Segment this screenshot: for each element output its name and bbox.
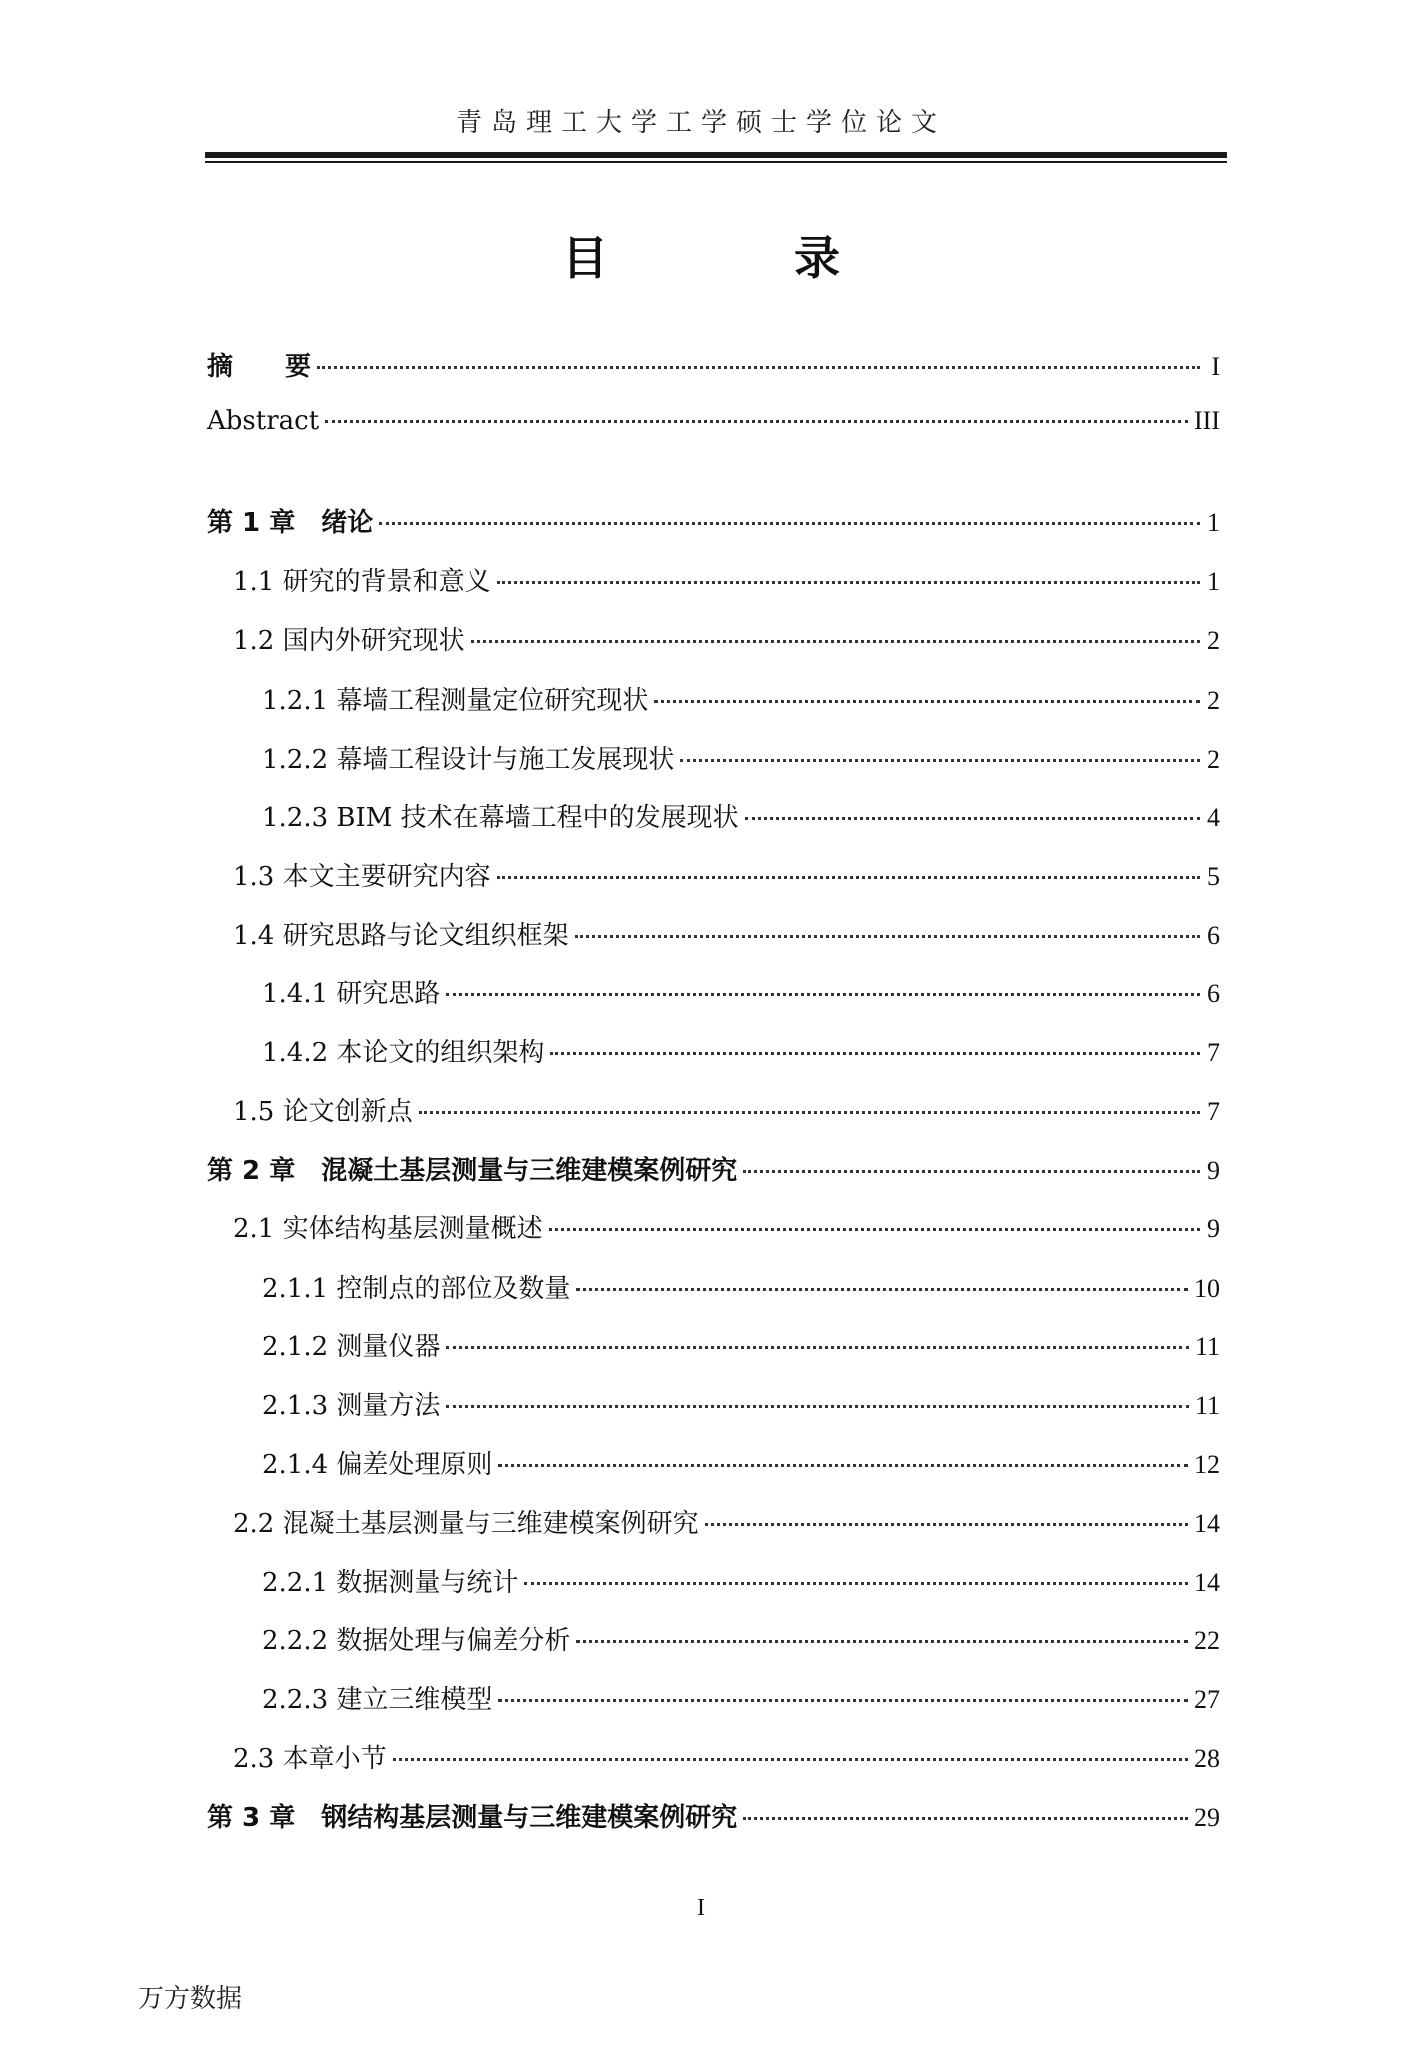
toc-entry-label: 1.2.2 幕墙工程设计与施工发展现状 — [262, 745, 675, 775]
toc-entry-page: 12 — [1194, 1450, 1220, 1479]
toc-leader-dots — [524, 1582, 1188, 1585]
toc-entry-page: 6 — [1207, 979, 1220, 1008]
toc-entry-label: 2.1.4 偏差处理原则 — [262, 1450, 493, 1480]
toc-entry-label: 2.1.2 测量仪器 — [262, 1332, 441, 1362]
toc-entry-page: 2 — [1207, 686, 1220, 715]
toc-entry[interactable] — [207, 1797, 1220, 1841]
header-rule-thick — [205, 152, 1227, 158]
toc-entry-page: 29 — [1194, 1803, 1220, 1832]
toc-leader-dots — [446, 1405, 1189, 1408]
toc-leader-dots — [680, 759, 1200, 762]
toc-leader-dots — [325, 420, 1188, 423]
toc-entry-page: 9 — [1207, 1156, 1220, 1185]
toc-entry-label: 1.5 论文创新点 — [233, 1097, 413, 1127]
toc-entry[interactable] — [233, 1208, 1220, 1252]
toc-entry-page: 6 — [1207, 921, 1220, 950]
toc-entry-label: 2.2.2 数据处理与偏差分析 — [262, 1626, 571, 1656]
toc-entry[interactable] — [262, 1326, 1220, 1370]
toc-leader-dots — [393, 1758, 1188, 1761]
toc-entry[interactable] — [262, 797, 1220, 841]
toc-entry[interactable] — [262, 1679, 1220, 1723]
toc-entry[interactable] — [207, 406, 1220, 450]
toc-entry[interactable] — [207, 1150, 1220, 1194]
toc-leader-dots — [576, 1640, 1188, 1643]
toc-leader-dots — [498, 1464, 1188, 1467]
toc-entry-page: 27 — [1194, 1685, 1220, 1714]
toc-leader-dots — [743, 1170, 1200, 1173]
toc-entry-label: Abstract — [207, 406, 320, 436]
toc-leader-dots — [654, 700, 1200, 703]
toc-entry-page: 1 — [1207, 567, 1220, 596]
page-title: 目 录 — [562, 231, 910, 285]
toc-entry-page: 10 — [1194, 1274, 1220, 1303]
toc-entry-label: 1.2 国内外研究现状 — [233, 626, 465, 656]
toc-entry[interactable] — [262, 1620, 1220, 1664]
toc-entry-label: 1.2.3 BIM 技术在幕墙工程中的发展现状 — [262, 803, 739, 833]
toc-leader-dots — [550, 1052, 1200, 1055]
toc-entry-label: 1.2.1 幕墙工程测量定位研究现状 — [262, 686, 649, 716]
toc-entry-page: 1 — [1207, 508, 1220, 537]
toc-entry-label: 2.1 实体结构基层测量概述 — [233, 1214, 543, 1244]
toc-entry[interactable] — [262, 973, 1220, 1017]
toc-entry-page: 5 — [1207, 862, 1220, 891]
toc-entry-page: 14 — [1194, 1509, 1220, 1538]
toc-entry[interactable] — [262, 739, 1220, 783]
toc-entry-page: 22 — [1194, 1626, 1220, 1655]
toc-leader-dots — [498, 1699, 1188, 1702]
toc-entry[interactable] — [262, 680, 1220, 724]
page-number: I — [697, 1895, 705, 1921]
toc-leader-dots — [575, 935, 1200, 938]
toc-entry[interactable] — [233, 1091, 1220, 1135]
watermark-text: 万方数据 — [138, 1984, 243, 2014]
toc-leader-dots — [549, 1228, 1200, 1231]
toc-leader-dots — [576, 1288, 1188, 1291]
toc-entry-page: 2 — [1207, 626, 1220, 655]
toc-entry-page: I — [1211, 352, 1220, 381]
toc-entry-label: 第 3 章 钢结构基层测量与三维建模案例研究 — [207, 1803, 738, 1833]
toc-entry[interactable] — [233, 1503, 1220, 1547]
toc-entry-page: 14 — [1194, 1568, 1220, 1597]
toc-leader-dots — [705, 1523, 1188, 1526]
toc-leader-dots — [446, 1346, 1189, 1349]
running-header: 青岛理工大学工学硕士学位论文 — [455, 108, 946, 138]
toc-leader-dots — [471, 640, 1200, 643]
toc-entry[interactable] — [233, 915, 1220, 959]
toc-entry-label: 第 1 章 绪论 — [207, 508, 374, 538]
toc-leader-dots — [743, 1817, 1188, 1820]
toc-entry[interactable] — [233, 561, 1220, 605]
toc-entry-label: 1.1 研究的背景和意义 — [233, 567, 491, 597]
toc-entry-page: 11 — [1194, 1332, 1220, 1361]
toc-entry[interactable] — [262, 1032, 1220, 1076]
toc-entry-page: 7 — [1207, 1038, 1220, 1067]
toc-entry-label: 2.2.1 数据测量与统计 — [262, 1568, 519, 1598]
toc-leader-dots — [419, 1111, 1200, 1114]
toc-leader-dots — [497, 581, 1200, 584]
toc-entry-label: 第 2 章 混凝土基层测量与三维建模案例研究 — [207, 1156, 738, 1186]
toc-entry-page: 7 — [1207, 1097, 1220, 1126]
toc-entry[interactable] — [262, 1268, 1220, 1312]
toc-leader-dots — [317, 366, 1200, 369]
toc-entry-page: 28 — [1194, 1744, 1220, 1773]
toc-entry-page: 2 — [1207, 745, 1220, 774]
toc-leader-dots — [497, 876, 1200, 879]
toc-entry-label: 2.3 本章小节 — [233, 1744, 387, 1774]
toc-entry-label: 2.1.1 控制点的部位及数量 — [262, 1274, 571, 1304]
toc-entry[interactable] — [262, 1562, 1220, 1606]
toc-entry[interactable] — [262, 1444, 1220, 1488]
toc-entry-label: 1.4.2 本论文的组织架构 — [262, 1038, 545, 1068]
toc-entry-page: 11 — [1194, 1391, 1220, 1420]
toc-entry-label: 2.2 混凝土基层测量与三维建模案例研究 — [233, 1509, 699, 1539]
toc-entry-label: 2.1.3 测量方法 — [262, 1391, 441, 1421]
toc-entry[interactable] — [262, 1385, 1220, 1429]
toc-entry[interactable] — [207, 502, 1220, 546]
toc-entry-label: 1.3 本文主要研究内容 — [233, 862, 491, 892]
toc-entry[interactable] — [233, 620, 1220, 664]
toc-entry-page: III — [1194, 406, 1220, 435]
toc-entry-page: 4 — [1207, 803, 1220, 832]
toc-entry[interactable] — [233, 856, 1220, 900]
toc-leader-dots — [379, 522, 1200, 525]
toc-entry-label: 摘 要 — [207, 352, 312, 382]
toc-entry-label: 1.4 研究思路与论文组织框架 — [233, 921, 569, 951]
toc-leader-dots — [745, 817, 1200, 820]
toc-entry-label: 1.4.1 研究思路 — [262, 979, 441, 1009]
toc-entry-label: 2.2.3 建立三维模型 — [262, 1685, 493, 1715]
header-rule-thin — [205, 161, 1227, 163]
toc-entry[interactable] — [233, 1738, 1220, 1782]
toc-leader-dots — [446, 993, 1200, 996]
toc-entry[interactable] — [207, 346, 1220, 390]
toc-entry-page: 9 — [1207, 1214, 1220, 1243]
